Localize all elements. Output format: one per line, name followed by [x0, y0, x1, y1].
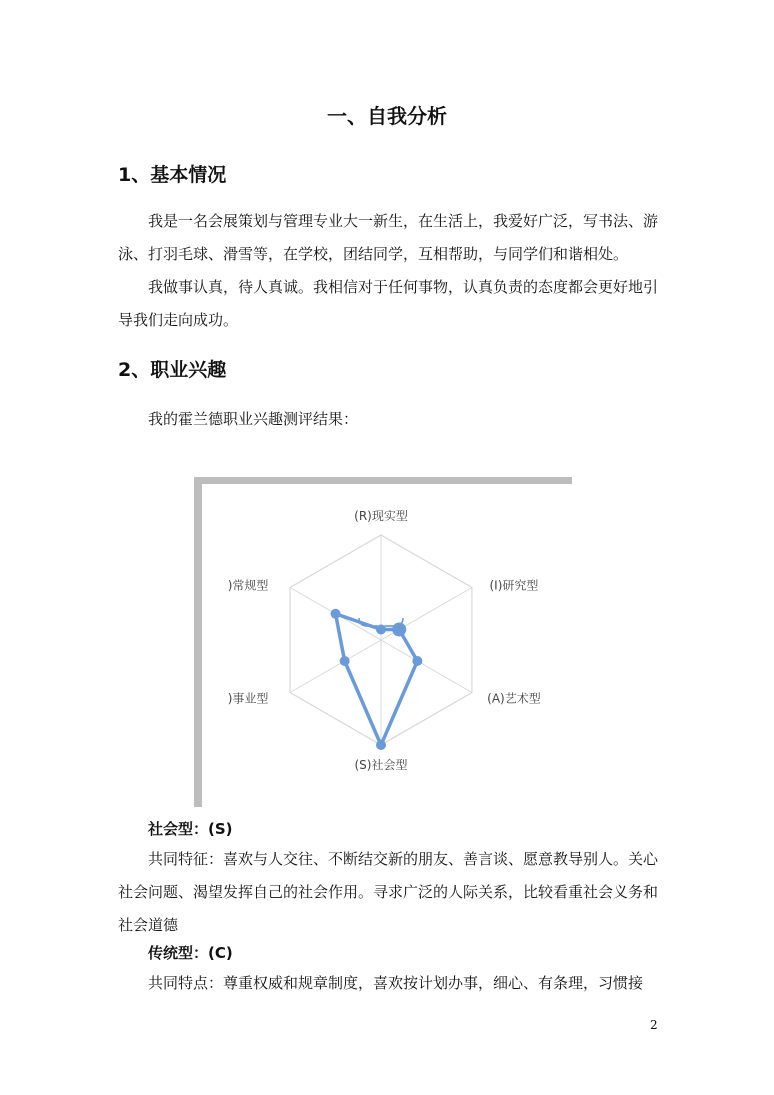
chart-frame-top	[194, 477, 572, 484]
radar-point-3	[376, 740, 386, 750]
chart-frame-left	[194, 477, 202, 807]
radar-point-4	[340, 656, 350, 666]
type-text-social: 共同特征：喜欢与人交往、不断结交新的朋友、善言谈、愿意教导别人。关心社会问题、渴望发挥自己的社会作用。寻求广泛的人际关系，比较看重社会义务和社会道德	[118, 850, 659, 934]
radar-axis-label-2: (A)艺术型	[487, 691, 541, 706]
radar-svg	[194, 477, 574, 807]
radar-point-0	[376, 625, 386, 635]
type-text-conventional: 共同特点：尊重权威和规章制度，喜欢按计划办事，细心、有条理，习惯接	[148, 974, 644, 992]
radar-point-5	[331, 609, 341, 619]
radar-point-1	[392, 623, 406, 637]
radar-axis-label-3: (S)社会型	[354, 758, 408, 772]
section-heading-interest: 2、职业兴趣	[118, 359, 227, 381]
radar-axis-label-4: )事业型	[227, 691, 269, 706]
paragraph-basic-1: 我是一名会展策划与管理专业大一新生，在生活上，我爱好广泛，写书法、游泳、打羽毛球、滑雪等，在学校，团结同学，互相帮助，与同学们和谐相处。	[118, 212, 659, 263]
section-heading-basic: 1、基本情况	[118, 164, 227, 186]
type-label-social: 社会型：(S)	[148, 820, 233, 838]
page-title: 一、自我分析	[327, 104, 447, 128]
paragraph-basic-2: 我做事认真，待人真诚。我相信对于任何事物，认真负责的态度都会更好地引导我们走向成功。	[118, 278, 659, 329]
radar-axis-label-5: )常规型	[227, 578, 269, 593]
radar-point-2	[412, 656, 422, 666]
type-label-conventional: 传统型：(C)	[148, 944, 233, 962]
page-number: 2	[650, 1018, 658, 1032]
radar-axis-label-0: (R)现实型	[354, 509, 408, 523]
radar-axis-label-1: (I)研究型	[489, 578, 539, 593]
paragraph-interest-intro: 我的霍兰德职业兴趣测评结果：	[148, 410, 359, 428]
radar-spoke	[381, 640, 472, 693]
radar-spoke	[290, 640, 381, 693]
holland-radar-chart	[194, 477, 574, 807]
